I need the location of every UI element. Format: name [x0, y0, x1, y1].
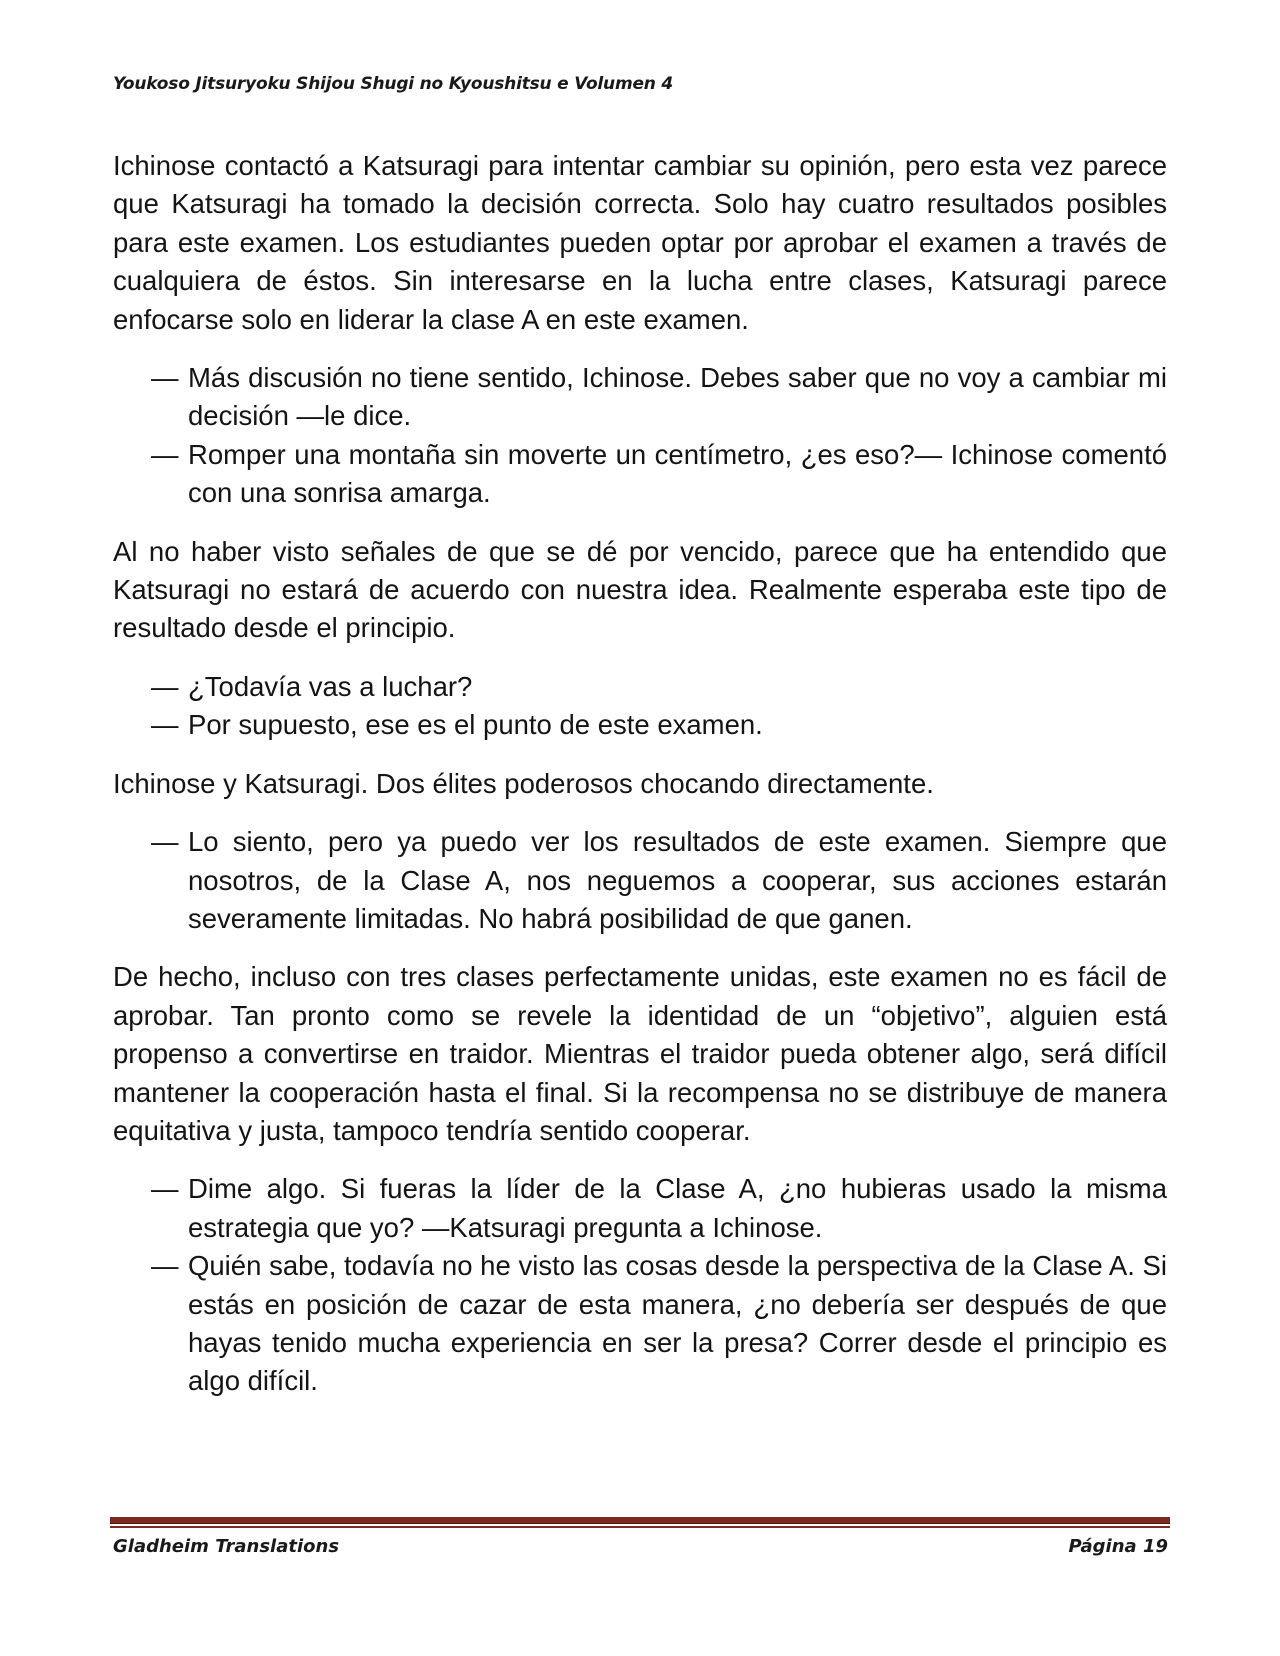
dialogue-line — [113, 823, 1167, 938]
paragraph-4: De hecho, incluso con tres clases perfectamente unidas, este examen no es fácil de aprobar. Tan pronto como se revele la identidad de un “objetivo”, alguien está propenso a convertirse en traidor. Mientras el traidor pueda obtener algo, será difícil mantener la cooperación hasta el final. Si la recompensa no se distribuye de manera equitativa y justa, tampoco tendría sentido cooperar. — [113, 961, 1167, 1146]
dialogue-dash: — — [151, 438, 179, 470]
dialogue-text: Por supuesto, ese es el punto de este examen. — [188, 709, 763, 741]
dialogue-group-4 — [113, 1170, 1167, 1400]
dialogue-dash: — — [151, 1173, 179, 1205]
dialogue-dash: — — [151, 1250, 179, 1282]
dialogue-group-2 — [113, 668, 1167, 745]
dialogue-text: Más discusión no tiene sentido, Ichinose. Debes saber que no voy a cambiar mi decisión —le dice. — [188, 362, 1167, 432]
footer-rule-thin — [110, 1526, 1170, 1528]
dialogue-line — [113, 1170, 1167, 1247]
dialogue-line — [113, 436, 1167, 513]
paragraph-3: Ichinose y Katsuragi. Dos élites poderosos chocando directamente. — [113, 767, 934, 799]
dialogue-line — [113, 1247, 1167, 1401]
footer-rule — [110, 1517, 1170, 1524]
running-header: Youkoso Jitsuryoku Shijou Shugi no Kyoushitsu e Volumen 4 — [113, 74, 674, 94]
paragraph-1: Ichinose contactó a Katsuragi para intentar cambiar su opinión, pero esta vez parece que Katsuragi ha tomado la decisión correcta. Solo hay cuatro resultados posibles para este examen. Los estudiantes pueden optar por aprobar el examen a través de cualquiera de éstos. Sin interesarse en la lucha entre clases, Katsuragi parece enfocarse solo en liderar la clase A en este examen. — [113, 150, 1167, 335]
dialogue-text: Quién sabe, todavía no he visto las cosas desde la perspectiva de la Clase A. Si estás en posición de cazar de esta manera, ¿no debería ser después de que hayas tenido mucha experiencia en ser la presa? Correr desde el principio es algo difícil. — [188, 1250, 1167, 1397]
dialogue-line — [113, 359, 1167, 436]
footer-page-number: Página 19 — [1068, 1536, 1168, 1557]
dialogue-dash: — — [151, 826, 179, 858]
dialogue-text: Lo siento, pero ya puedo ver los resultados de este examen. Siempre que nosotros, de la Clase A, nos neguemos a cooperar, sus acciones estarán severamente limitadas. No habrá posibilidad de que ganen. — [188, 826, 1167, 934]
page-body — [113, 147, 1167, 1421]
dialogue-group-1 — [113, 359, 1167, 513]
dialogue-dash: — — [151, 670, 179, 702]
dialogue-line — [113, 706, 1167, 744]
dialogue-line — [113, 668, 1167, 706]
dialogue-text: Dime algo. Si fueras la líder de la Clase A, ¿no hubieras usado la misma estrategia que yo? —Katsuragi pregunta a Ichinose. — [188, 1173, 1167, 1243]
dialogue-text: Romper una montaña sin moverte un centímetro, ¿es eso?— Ichinose comentó con una sonrisa amarga. — [188, 438, 1167, 509]
footer-translator: Gladheim Translations — [113, 1536, 340, 1557]
dialogue-text: ¿Todavía vas a luchar? — [188, 670, 473, 702]
dialogue-dash: — — [151, 709, 179, 741]
dialogue-group-3 — [113, 823, 1167, 938]
paragraph-2: Al no haber visto señales de que se dé por vencido, parece que ha entendido que Katsuragi no estará de acuerdo con nuestra idea. Realmente esperaba este tipo de resultado desde el principio. — [113, 535, 1167, 644]
dialogue-dash: — — [151, 362, 179, 394]
